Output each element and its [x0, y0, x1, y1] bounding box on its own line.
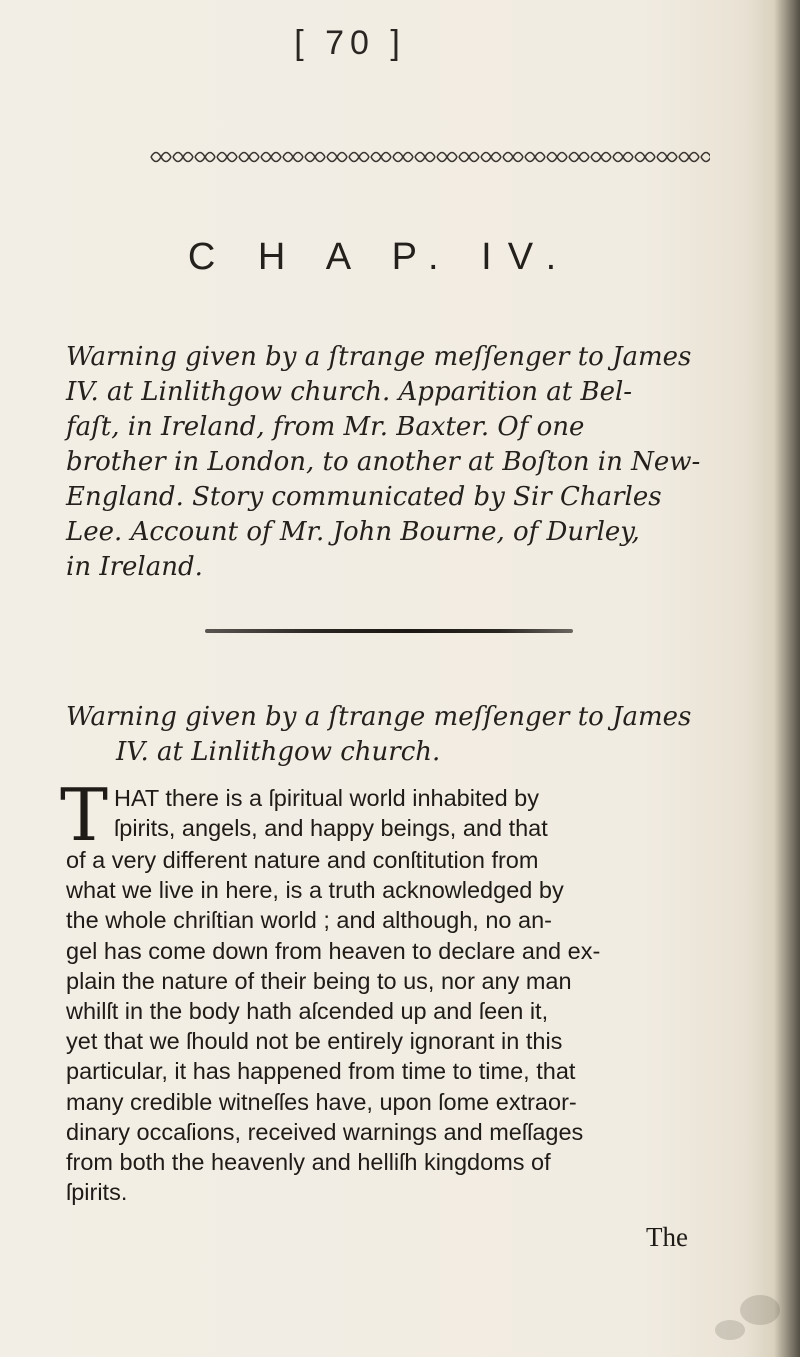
section-heading-line: Warning given by a ſtrange meſſenger to James: [66, 702, 692, 732]
chapter-argument: [66, 340, 726, 585]
paper-stain: [715, 1320, 745, 1340]
body-line: from both the heavenly and helliſh kingdoms of: [66, 1149, 551, 1176]
argument-line: IV. at Linlithgow church. Apparition at Bel-: [66, 377, 633, 407]
body-line: yet that we ſhould not be entirely ignorant in this: [66, 1028, 563, 1055]
drop-cap: T: [60, 773, 109, 857]
body-line: the whole chriſtian world ; and although, no an-: [66, 907, 552, 934]
body-line: ſpirits, angels, and happy beings, and that: [114, 815, 548, 842]
argument-line: in Ireland.: [66, 552, 203, 582]
body-line: ſpirits.: [66, 1179, 128, 1206]
argument-line: England. Story communicated by Sir Charles: [66, 482, 662, 512]
body-line: many credible witneſſes have, upon ſome extraor-: [66, 1088, 577, 1115]
chapter-heading: C H A P. IV.: [187, 236, 573, 278]
page-binding-shadow: [774, 0, 800, 1357]
decorative-ornament-rule: [150, 146, 710, 168]
catchword: The: [646, 1222, 688, 1252]
paper-stain: [740, 1295, 780, 1325]
section-heading: [66, 700, 726, 770]
body-line: what we live in here, is a truth acknowledged by: [66, 877, 564, 904]
argument-line: Warning given by a ſtrange meſſenger to James: [66, 342, 692, 372]
argument-line: brother in London, to another at Boſton in New-: [66, 447, 701, 477]
body-line: dinary occaſions, received warnings and meſſages: [66, 1118, 584, 1145]
body-line: HAT there is a ſpiritual world inhabited by: [114, 785, 539, 811]
body-line: particular, it has happened from time to time, that: [66, 1058, 576, 1085]
body-paragraph: [60, 773, 720, 1207]
section-divider-rule: [205, 629, 573, 633]
body-line: plain the nature of their being to us, nor any man: [66, 967, 572, 994]
body-line: whilſt in the body hath aſcended up and ſeen it,: [66, 998, 549, 1025]
body-line: of a very different nature and conſtitution from: [66, 847, 539, 873]
argument-line: Lee. Account of Mr. John Bourne, of Durley,: [66, 517, 640, 547]
section-heading-line: IV. at Linlithgow church.: [116, 737, 441, 767]
page-number: [ 70 ]: [294, 24, 406, 62]
argument-line: faſt, in Ireland, from Mr. Baxter. Of one: [66, 412, 585, 442]
body-line: gel has come down from heaven to declare and ex-: [66, 937, 601, 964]
